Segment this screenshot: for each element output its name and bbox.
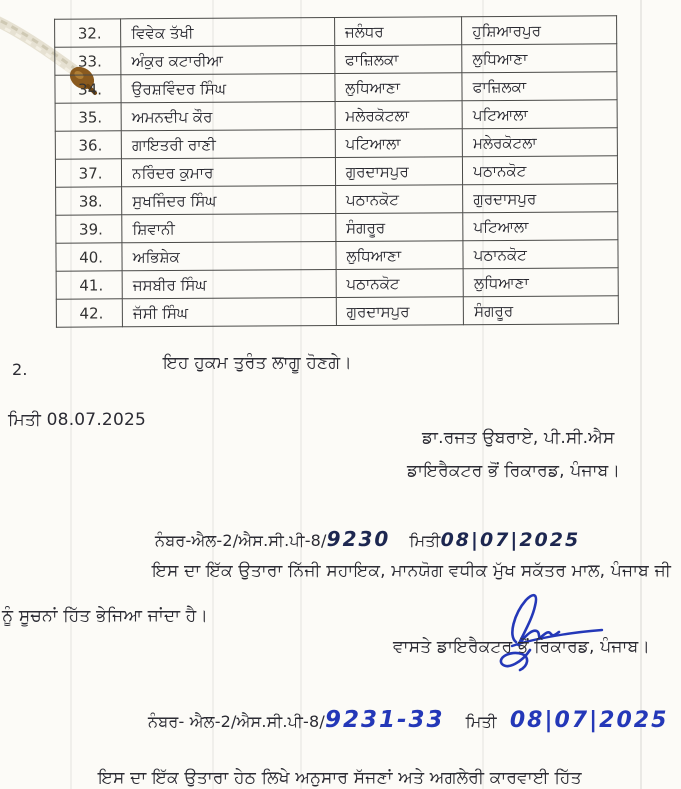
- to-district-cell: ਫਾਜ਼ਿਲਕਾ: [462, 72, 617, 101]
- table-row: [55, 16, 617, 47]
- to-district-cell: ਸੰਗਰੂਰ: [464, 296, 619, 325]
- name-cell: ਨਰਿੰਦਰ ਕੁਮਾਰ: [122, 158, 336, 187]
- ref2-date-label: ਮਿਤੀ: [465, 712, 497, 731]
- copy-forward-line-1: ਇਸ ਦਾ ਇੱਕ ਉਤਾਰਾ ਨਿੱਜੀ ਸਹਾਇਕ, ਮਾਨਯੋਗ ਵਧੀਕ ਮੁੱਖ ਸਕੱਤਰ ਮਾਲ, ਪੰਜਾਬ ਜੀ: [152, 561, 672, 581]
- table-row: [56, 296, 618, 327]
- signatory-name: ਡਾ.ਰਜਤ ਉਬਰਾਏ, ਪੀ.ਸੀ.ਐਸ: [422, 428, 615, 448]
- table-row: [56, 184, 618, 215]
- to-district-cell: ਪਟਿਆਲਾ: [462, 100, 617, 129]
- ref2-number-handwritten: 9231-33: [324, 707, 445, 733]
- name-cell: ਜੱਸੀ ਸਿੰਘ: [122, 298, 336, 327]
- table-row: [55, 128, 617, 159]
- copy-forward-line-2: ਨੂੰ ਸੂਚਨਾਂ ਹਿੱਤ ਭੇਜਿਆ ਜਾਂਦਾ ਹੈ।: [2, 606, 209, 626]
- transfer-list-table: [54, 15, 619, 327]
- bottom-partial-line: ਇਸ ਦਾ ਇੱਕ ਉਤਾਰਾ ਹੇਠ ਲਿਖੇ ਅਨੁਸਾਰ ਸੱਜਣਾਂ ਅਤੇ ਅਗਲੇਰੀ ਕਾਰਵਾਈ ਹਿੱਤ: [98, 768, 582, 788]
- to-district-cell: ਪਠਾਨਕੋਟ: [463, 156, 618, 185]
- table-row: [56, 240, 618, 271]
- name-cell: ਉਰਸ਼ਵਿੰਦਰ ਸਿੰਘ: [121, 74, 335, 103]
- document-date: ਮਿਤੀ 08.07.2025: [8, 410, 146, 430]
- table-row: [56, 268, 618, 299]
- from-district-cell: ਜਲੰਧਰ: [334, 17, 462, 46]
- table-row: [55, 72, 617, 103]
- serial-cell: 40.: [56, 243, 122, 271]
- name-cell: ਵਿਵੇਕ ਤੱਖੀ: [121, 18, 335, 47]
- from-district-cell: ਫਾਜ਼ਿਲਕਾ: [335, 45, 463, 74]
- reference-line-1: [155, 527, 580, 551]
- from-district-cell: ਲੁਧਿਆਣਾ: [336, 241, 464, 270]
- for-signatory-line: ਵਾਸਤੇ ਡਾਇਰੈਕਟਰ ਭੋਂ ਰਿਕਾਰਡ, ਪੰਜਾਬ।: [393, 637, 651, 657]
- order-effective-text: ਇਹ ਹੁਕਮ ਤੁਰੰਤ ਲਾਗੂ ਹੋਣਗੇ।: [163, 353, 352, 373]
- signatory-designation: ਡਾਇਰੈਕਟਰ ਭੋਂ ਰਿਕਾਰਡ, ਪੰਜਾਬ।: [407, 461, 621, 481]
- name-cell: ਜਸਬੀਰ ਸਿੰਘ: [122, 270, 336, 299]
- name-cell: ਗਾਇਤਰੀ ਰਾਣੀ: [121, 130, 335, 159]
- serial-cell: 33.: [55, 47, 121, 75]
- name-cell: ਸ਼ਿਵਾਨੀ: [122, 214, 336, 243]
- table-row: [55, 156, 617, 187]
- reference-line-2: [148, 707, 668, 733]
- serial-cell: 36.: [55, 131, 121, 159]
- name-cell: ਅਮਨਦੀਪ ਕੌਰ: [121, 102, 335, 131]
- name-cell: ਅਭਿਸ਼ੇਕ: [122, 242, 336, 271]
- name-cell: ਸੁਖਜਿੰਦਰ ਸਿੰਘ: [122, 186, 336, 215]
- serial-cell: 37.: [55, 159, 121, 187]
- table-row: [55, 44, 617, 75]
- ref2-date-handwritten: 08|07|2025: [509, 708, 669, 733]
- table-row: [55, 100, 617, 131]
- ref1-number-handwritten: 9230: [326, 527, 391, 551]
- serial-cell: 38.: [56, 187, 122, 215]
- serial-cell: 34.: [55, 75, 121, 103]
- to-district-cell: ਪਟਿਆਲਾ: [463, 212, 618, 241]
- from-district-cell: ਪਠਾਨਕੋਟ: [336, 269, 464, 298]
- name-cell: ਅੰਕੁਰ ਕਟਾਰੀਆ: [121, 46, 335, 75]
- ref1-date-label: ਮਿਤੀ: [409, 531, 441, 550]
- table-row: [56, 212, 618, 243]
- serial-cell: 42.: [56, 299, 122, 327]
- to-district-cell: ਲੁਧਿਆਣਾ: [462, 44, 617, 73]
- ref1-prefix: ਨੰਬਰ-ਐਲ-2/ਐਸ.ਸੀ.ਪੀ-8/: [155, 531, 327, 550]
- signature: [478, 584, 628, 679]
- to-district-cell: ਪਠਾਨਕੋਟ: [463, 240, 618, 269]
- from-district-cell: ਮਲੇਰਕੋਟਲਾ: [335, 101, 463, 130]
- to-district-cell: ਹੁਸ਼ਿਆਰਪੁਰ: [462, 16, 617, 45]
- serial-cell: 32.: [55, 19, 121, 47]
- from-district-cell: ਪਟਿਆਲਾ: [335, 129, 463, 158]
- from-district-cell: ਗੁਰਦਾਸਪੁਰ: [336, 297, 464, 326]
- to-district-cell: ਮਲੇਰਕੋਟਲਾ: [462, 128, 617, 157]
- from-district-cell: ਗੁਰਦਾਸਪੁਰ: [335, 157, 463, 186]
- serial-cell: 39.: [56, 215, 122, 243]
- serial-cell: 41.: [56, 271, 122, 299]
- ref2-prefix: ਨੰਬਰ- ਐਲ-2/ਐਸ.ਸੀ.ਪੀ-8/: [148, 712, 325, 731]
- to-district-cell: ਗੁਰਦਾਸਪੁਰ: [463, 184, 618, 213]
- from-district-cell: ਲੁਧਿਆਣਾ: [335, 73, 463, 102]
- ref1-date-handwritten: 08|07|2025: [440, 529, 581, 551]
- from-district-cell: ਪਠਾਨਕੋਟ: [335, 185, 463, 214]
- scan-streak: [640, 0, 642, 789]
- serial-cell: 35.: [55, 103, 121, 131]
- to-district-cell: ਲੁਧਿਆਣਾ: [463, 268, 618, 297]
- from-district-cell: ਸੰਗਰੂਰ: [336, 213, 464, 242]
- paragraph-number: 2.: [12, 360, 28, 379]
